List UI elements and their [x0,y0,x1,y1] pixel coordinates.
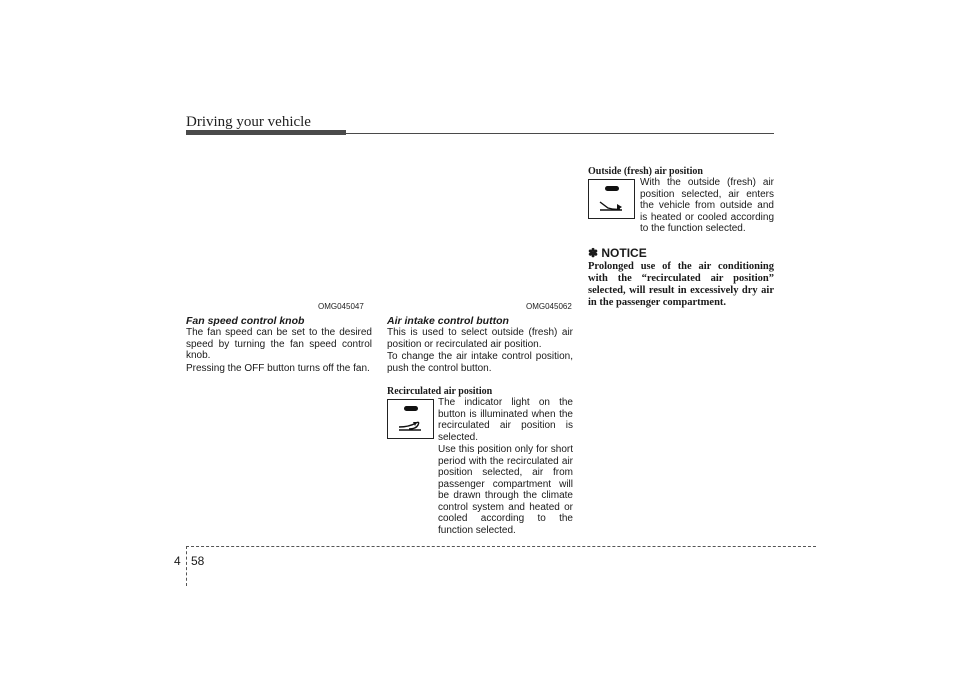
fan-speed-section [186,315,372,374]
notice-box [588,261,774,309]
recirculated-heading: Recirculated air position [387,386,493,397]
outside-air-icon [588,179,635,219]
air-intake-title: Air intake control button [387,315,509,327]
recirculated-text [438,397,573,536]
footer-divider [186,546,187,586]
notice-body: Prolonged use of the air conditioning with the “recirculated air position” selected, will result in excessively dry air in the passenger compartment. [588,261,774,308]
notice-title: ✽ NOTICE [588,246,647,260]
outside-air-paragraph: With the outside (fresh) air position selected, air enters the vehicle from outside and is heated or cooled according to the function selected. [640,177,774,234]
image-code-left: OMG045047 [318,302,364,311]
page-number: 58 [191,554,205,568]
fan-speed-title: Fan speed control knob [186,315,305,327]
outside-air-heading: Outside (fresh) air position [588,166,703,177]
image-code-middle: OMG045062 [526,302,572,311]
outside-air-text [640,177,774,235]
footer-rule [186,546,816,547]
section-number: 4 [174,554,181,568]
air-intake-paragraph-2: To change the air intake control position, push the control button. [387,351,573,374]
fan-speed-paragraph-2: Pressing the OFF button turns off the fan. [186,362,370,374]
recirculated-paragraph-1: The indicator light on the button is illuminated when the recirculated air position is selected. [438,397,573,443]
air-intake-section [387,315,573,374]
page-header-title: Driving your vehicle [186,114,311,130]
fan-speed-paragraph-1: The fan speed can be set to the desired speed by turning the fan speed control knob. [186,327,372,361]
air-intake-paragraph-1: This is used to select outside (fresh) air position or recirculated air position. [387,327,573,350]
header-bar [186,130,346,135]
recirculated-paragraph-2: Use this position only for short period with the recirculated air position selected, air from passenger compartment will be drawn through the climate control system and heated or cooled according to the function selected. [438,444,573,536]
recirculated-air-icon [387,399,434,439]
